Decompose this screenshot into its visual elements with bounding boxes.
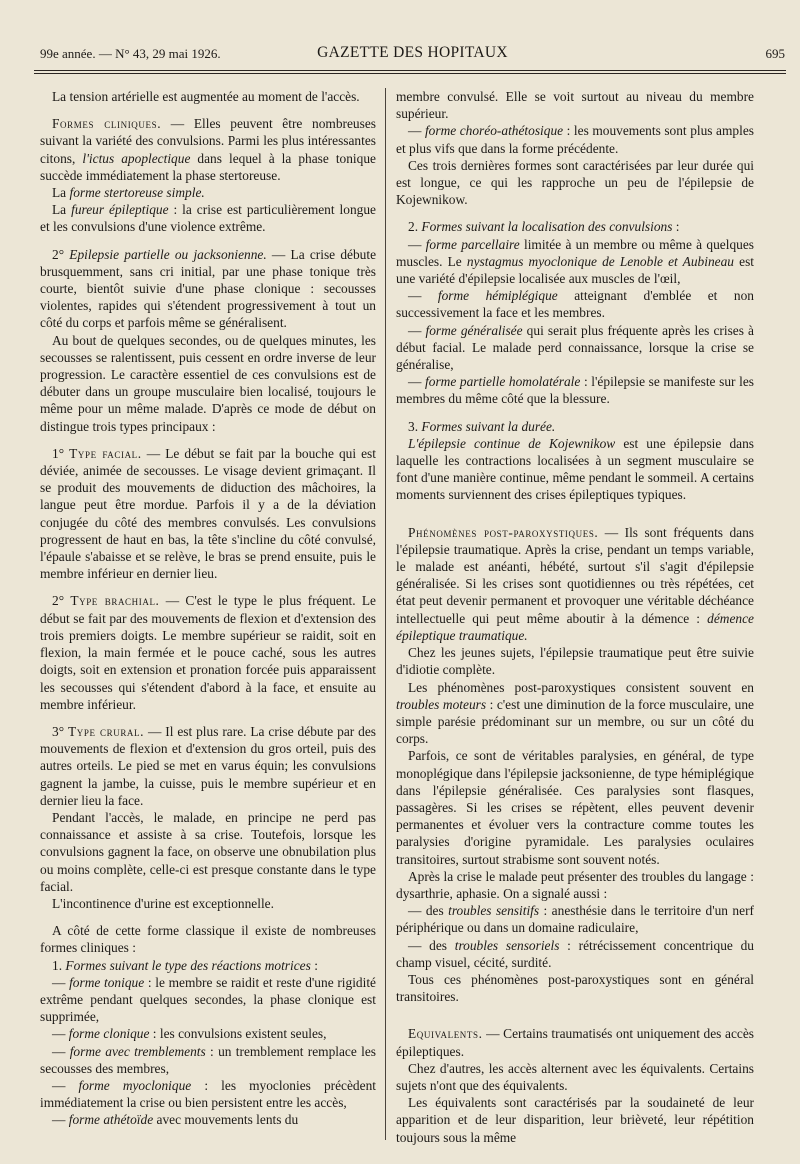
paragraph: 2° Epilepsie partielle ou jacksonienne. — La crise débute brusquemment, sans cri initial, par une phase tonique très courte, bientôt suivie d'une phase clonique : secousses violentes, rapides qui s'étendent progressivement à tout un côté du corps et parfois même se généralisent. [40, 246, 377, 331]
issue-info: 99e année. — N° 43, 29 mai 1926. [40, 46, 221, 61]
paragraph: 2. Formes suivant la localisation des convulsions : [408, 219, 680, 235]
paragraph: Pendant l'accès, le malade, en principe ne perd pas connaissance et assiste à sa crise. Toutefois, lorsque les convulsions gagnent la face, on observe une obnubilation plus ou moins complète, celle-ci est presque constante dans le type facial. [40, 809, 376, 894]
header-rule [34, 70, 786, 71]
section-heading: Formes suivant la durée. [421, 418, 556, 434]
paragraph: 3° Type crural. — Il est plus rare. La crise débute par des mouvements de flexion et d'extension du gros orteil, puis des autres orteils. Le pied se met en varus équin; les convulsions gagnent la jambe, la cuisse, puis le membre supérieur et en dernier lieu la face. [40, 723, 376, 808]
paragraph: Ces trois dernières formes sont caractérisées par leur durée qui est longue, ce qui les rapproche un peu de l'épilepsie de Kojewnikow. [396, 157, 754, 208]
header-rule-double [34, 73, 786, 74]
paragraph: La tension artérielle est augmentée au moment de l'accès. [52, 89, 360, 104]
paragraph: membre convulsé. Elle se voit surtout au niveau du membre supérieur. [396, 89, 754, 122]
section-heading: Epilepsie partielle ou jacksonienne. [69, 246, 267, 262]
page-header [40, 44, 785, 66]
paragraph: Formes cliniques. — Elles peuvent être nombreuses suivant la variété des convulsions. Parmi les plus intéressantes citons, l'ictus apoplectique dans lequel à la phase tonique succède immédiatement la phase stertoreuse. [40, 116, 376, 183]
paragraph: Les équivalents sont caractérisés par la soudaineté de leur apparition et de leur disparition, leur brièveté, leur répétition toujours sous la même [396, 1095, 754, 1145]
paragraph: Tous ces phénomènes post-paroxystiques sont en général transitoires. [396, 971, 754, 1005]
paragraph: — forme clonique : les convulsions existent seules, [52, 1026, 327, 1042]
section-heading: Equivalents. [408, 1026, 483, 1042]
paragraph: Les phénomènes post-paroxystiques consistent souvent en troubles moteurs : c'est une diminution de la force musculaire, une simple parésie prédominant sur un membre, ou sur un côté du corps. [396, 679, 755, 747]
paragraph: La fureur épileptique : la crise est particulièrement longue et les convulsions d'une violence extrême. [40, 202, 376, 235]
paragraph: — forme choréo-athétosique : les mouvements sont plus amples et plus vifs que dans la forme précédente. [396, 123, 754, 156]
paragraph: — forme athétoïde avec mouvements lents du [52, 1112, 299, 1128]
paragraph: — forme hémiplégique atteignant d'emblée et non successivement la face et les membres. [396, 288, 754, 321]
paragraph: La forme stertoreuse simple. [52, 185, 205, 201]
paragraph: 3. Formes suivant la durée. [408, 418, 556, 434]
section-heading: Formes suivant la localisation des convulsions [421, 219, 673, 235]
section-heading: Formes suivant le type des réactions motrices [65, 957, 311, 973]
section-heading: Formes cliniques. [52, 116, 162, 132]
section-heading: Type facial. [69, 445, 142, 461]
paragraph: L'épilepsie continue de Kojewnikow est une épilepsie dans laquelle les contractions localisées à un segment musculaire se font d'une manière continue, même pendant le sommeil. A certains moments surviennent des crises épileptiques typiques. [396, 435, 754, 503]
paragraph: — des troubles sensitifs : anesthésie dans le territoire d'un nerf périphérique ou dans un domaine radiculaire, [396, 903, 754, 936]
paragraph: A côté de cette forme classique il existe de nombreuses formes cliniques : [40, 923, 376, 956]
paragraph: Chez les jeunes sujets, l'épilepsie traumatique peut être suivie d'idiotie complète. [396, 645, 754, 678]
right-column [396, 88, 754, 1146]
paragraph: — forme avec tremblements : un tremblement remplace les secousses des membres, [40, 1043, 376, 1076]
paragraph: — forme parcellaire limitée à un membre ou même à quelques muscles. Le nystagmus myoclonique de Lenoble et Aubineau est une variété d'épilepsie localisée aux muscles de l'œil, [396, 236, 755, 287]
paragraph: 1. Formes suivant le type des réactions motrices : [52, 957, 318, 973]
paragraph: Au bout de quelques secondes, ou de quelques minutes, les secousses se ralentissent, puis cessent en ordre inverse de leur progression. Le caractère essentiel de ces convulsions est de débuter dans un groupe musculaire bien localisé, toujours le même pour un même malade. D'après ce mode de début on distingue trois types principaux : [40, 332, 376, 434]
paragraph: 2° Type brachial. — C'est le type le plus fréquent. Le début se fait par des mouvements de flexion et d'extension des trois premiers doigts. Le membre supérieur se raidit, soit en flexion, la main fermée et le pouce caché, sous les autres doigts, soit en extension et pronation forcée puis apparaissent les secousses qui s'étendent d'abord à la face, et ensuite au membre inférieur. [40, 593, 376, 712]
left-column [40, 88, 376, 1129]
section-heading: Phénomènes post-paroxystiques. [408, 524, 599, 540]
paragraph: — des troubles sensoriels : rétrécissement concentrique du champ visuel, cécité, surdité. [396, 937, 754, 970]
section-heading: Type brachial. [70, 593, 160, 609]
paragraph: Equivalents. — Certains traumatisés ont uniquement des accès épileptiques. [396, 1026, 754, 1059]
paragraph: — forme généralisée qui serait plus fréquente après les crises à début facial. Le malade perd connaissance, lorsque la crise se généralise, [396, 322, 754, 373]
paragraph: L'incontinence d'urine est exceptionnelle. [52, 895, 274, 911]
paragraph: 1° Type facial. — Le début se fait par la bouche qui est déviée, animée de secousses. Le visage devient grimaçant. Il se produit des mouvements de diduction des mâchoires, la langue peut être mordue. Parfois il y a de la déviation conjugée du côté des membres convulsés. Les convulsions progressent de haut en bas, la tête s'incline du côté convulsé, l'épaule s'abaisse et se relève, le bras se prend ensuite, puis le membre inférieur en dernier lieu. [40, 445, 376, 582]
paragraph: Après la crise le malade peut présenter des troubles du langage : dysarthrie, aphasie. On a signalé aussi : [396, 868, 754, 901]
paragraph: — forme partielle homolatérale : l'épilepsie se manifeste sur les membres du même côté que la blessure. [396, 374, 754, 407]
paragraph: Parfois, ce sont de véritables paralysies, en général, de type monoplégique dans l'épilepsie jacksonienne, de type hémiplégique dans l'épilepsie généralisée. Ces paralysies sont flasques, passagères. Si les crises se répètent, elles peuvent devenir permanentes et évoluer vers la contracture comme toutes les paralysies d'origine pyramidale. Les paralysies oculaires transitoires, surtout strabisme sont souvent notés. [396, 748, 754, 867]
paragraph: — forme tonique : le membre se raidit et reste d'une rigidité extrême pendant quelques secondes, la phase clonique est supprimée, [40, 974, 376, 1025]
paragraph: — forme myoclonique : les myoclonies précèdent immédiatement la crise ou bien persistent entre les accès, [40, 1077, 376, 1111]
column-divider [385, 88, 386, 1140]
paragraph: Chez d'autres, les accès alternent avec les équivalents. Certains sujets n'ont que des équivalents. [396, 1060, 754, 1093]
section-heading: Type crural. [67, 723, 145, 739]
journal-title: GAZETTE DES HOPITAUX [317, 44, 508, 61]
page-number: 695 [765, 46, 785, 61]
paragraph: Phénomènes post-paroxystiques. — Ils sont fréquents dans l'épilepsie traumatique. Après la crise, pendant un temps variable, le malade est anéanti, hébété, surtout s'il s'agit d'épilepsie généralisée. Si les crises sont quotidiennes ou très répétées, cet état peut devenir permanent et provoquer une véritable déchéance intellectuelle qui peut même aboutir à la démence : démence épileptique traumatique. [396, 524, 754, 643]
